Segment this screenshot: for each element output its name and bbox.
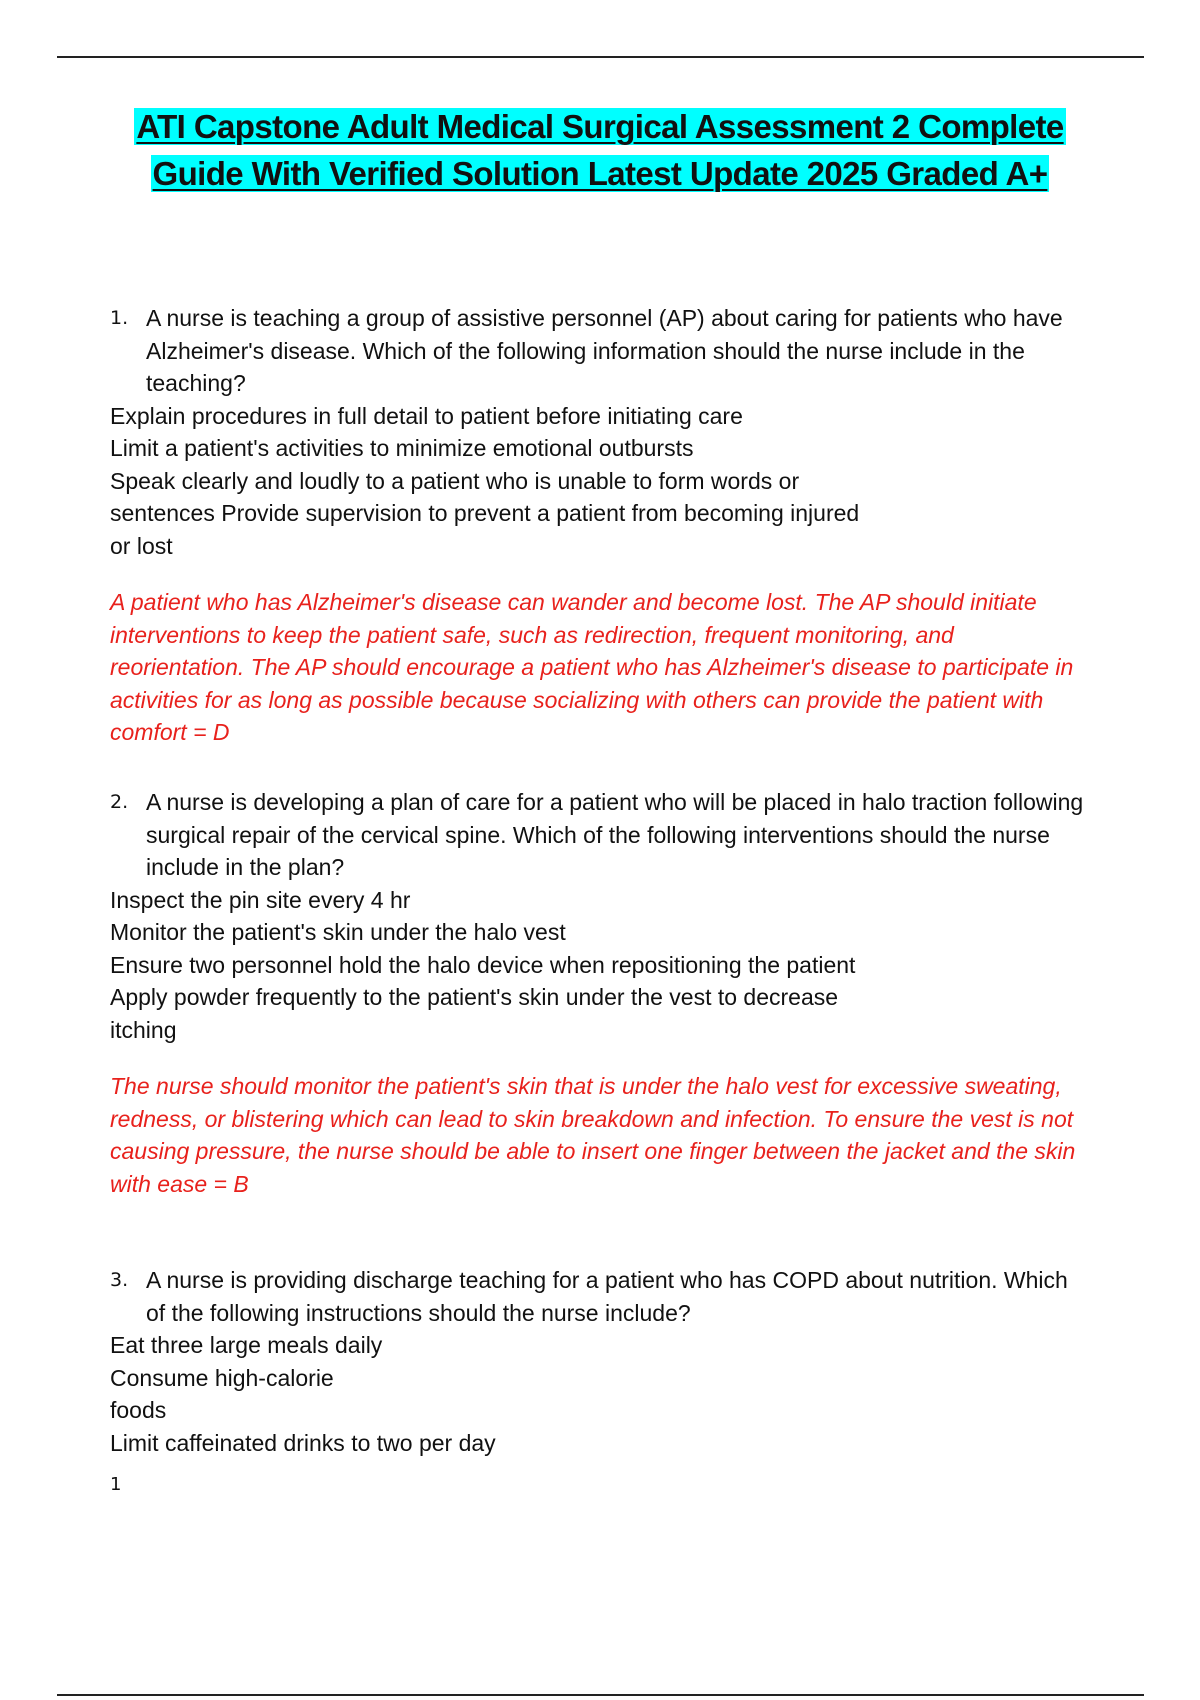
question-stem xyxy=(110,1264,1090,1329)
answer-option: Monitor the patient's skin under the halo vest xyxy=(110,919,566,945)
bottom-rule xyxy=(57,1694,1144,1696)
answer-option: Limit caffeinated drinks to two per day xyxy=(110,1429,496,1456)
answer-option: foods xyxy=(110,1397,167,1423)
page-number: 1 xyxy=(110,1474,122,1495)
question-text: A nurse is providing discharge teaching for a patient who has COPD about nutrition. Which of the following instructions should the nurse include? xyxy=(146,1267,1068,1326)
question-stem xyxy=(110,302,1090,400)
answer-rationale: A patient who has Alzheimer's disease can wander and become lost. The AP should initiate interventions to keep the patient safe, such as redirection, frequent monitoring, and reorientation. The AP should encourage a patient who has Alzheimer's disease to participate in activities for as long as possible because socializing with others can provide the patient with comfort = D xyxy=(110,589,1074,745)
answer-option: Inspect the pin site every 4 hr xyxy=(110,886,411,913)
answer-options xyxy=(110,400,1090,563)
answer-option: sentences Provide supervision to prevent a patient from becoming injured xyxy=(110,500,860,526)
answer-rationale: The nurse should monitor the patient's skin that is under the halo vest for excessive sweating, redness, or blistering which can lead to skin breakdown and infection. To ensure the vest is not causing pressure, the nurse should be able to insert one finger between the jacket and the skin with ease = B xyxy=(110,1073,1076,1197)
question-2 xyxy=(110,786,1090,1200)
question-text: A nurse is teaching a group of assistive personnel (AP) about caring for patients who have Alzheimer's disease. Which of the following information should the nurse include in the teaching? xyxy=(146,305,1063,396)
top-rule xyxy=(57,56,1144,58)
answer-options xyxy=(110,884,1090,1047)
answer-option: or lost xyxy=(110,532,173,559)
question-text: A nurse is developing a plan of care for a patient who will be placed in halo traction following surgical repair of the cervical spine. Which of the following interventions should the nurse include in the plan? xyxy=(146,789,1084,880)
question-number: 1. xyxy=(110,307,129,329)
answer-option: Speak clearly and loudly to a patient who is unable to form words or xyxy=(110,467,800,494)
answer-option: Consume high-calorie xyxy=(110,1364,334,1391)
document-title xyxy=(100,103,1100,197)
question-number: 2. xyxy=(110,791,129,813)
answer-option: Eat three large meals daily xyxy=(110,1332,383,1358)
title-line-2: Guide With Verified Solution Latest Update 2025 Graded A+ xyxy=(152,155,1048,192)
question-stem xyxy=(110,786,1090,884)
question-3 xyxy=(110,1264,1090,1459)
answer-option: Explain procedures in full detail to patient before initiating care xyxy=(110,402,743,429)
answer-option: Apply powder frequently to the patient's skin under the vest to decrease xyxy=(110,984,839,1010)
title-line-1: ATI Capstone Adult Medical Surgical Assessment 2 Complete xyxy=(136,108,1064,145)
answer-options xyxy=(110,1329,1090,1459)
question-number: 3. xyxy=(110,1269,129,1291)
answer-option: itching xyxy=(110,1016,177,1043)
question-1 xyxy=(110,302,1090,749)
answer-option: Limit a patient's activities to minimize emotional outbursts xyxy=(110,435,694,461)
answer-option: Ensure two personnel hold the halo device when repositioning the patient xyxy=(110,951,856,978)
